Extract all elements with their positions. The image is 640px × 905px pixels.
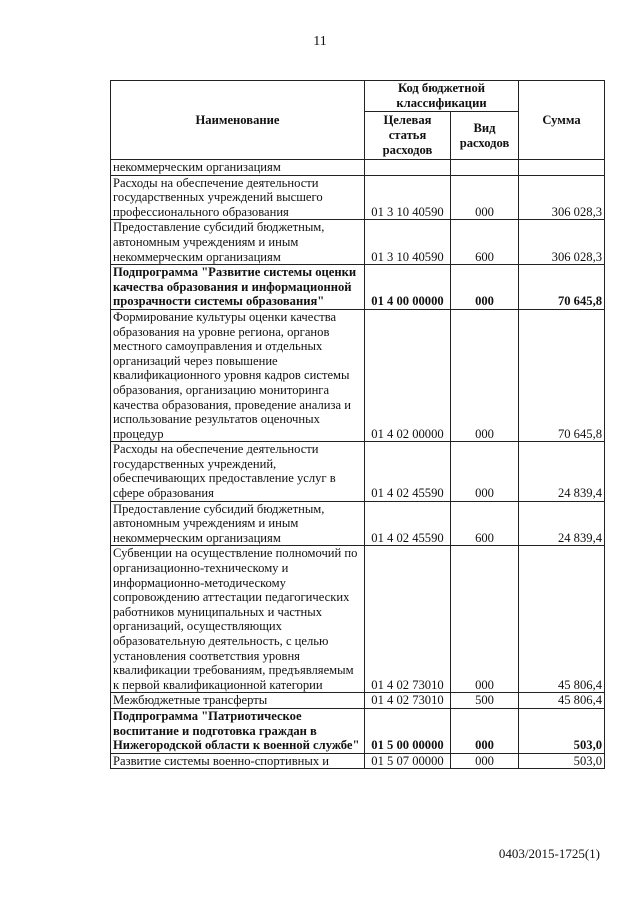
row-sum: 24 839,4 [519,442,605,501]
row-target-article: 01 4 02 45590 [365,501,451,546]
row-sum: 70 645,8 [519,309,605,441]
header-classification: Код бюджетной классификации [365,81,519,112]
table-body [111,160,605,769]
row-sum [519,160,605,176]
row-expense-kind: 000 [451,708,519,753]
row-name: Расходы на обеспечение деятельности государственных учреждений, обеспечивающих предоставление услуг в сфере образования [111,442,365,501]
header-target-article: Целевая статья расходов [365,112,451,160]
header-name: Наименование [111,81,365,160]
row-sum: 45 806,4 [519,546,605,693]
row-expense-kind [451,160,519,176]
row-target-article: 01 4 02 73010 [365,546,451,693]
row-name: Подпрограмма "Патриотическое воспитание и подготовка граждан в Нижегородской области к военной службе" [111,708,365,753]
header-expense-kind: Вид расходов [451,112,519,160]
row-name: Субвенции на осуществление полномочий по организационно-техническому и информационно-методическому сопровождению аттестации педагогических работников муниципальных и частных организаций, осуществляющих образовательную деятельность, с целью установления соответствия уровня квалификации требованиям, предъявляемым к первой квалификационной категории [111,546,365,693]
row-expense-kind: 000 [451,175,519,220]
row-target-article: 01 3 10 40590 [365,220,451,265]
header-sum: Сумма [519,81,605,160]
row-expense-kind: 000 [451,265,519,310]
table-row [111,160,605,176]
row-target-article: 01 4 02 73010 [365,693,451,709]
row-name: некоммерческим организациям [111,160,365,176]
row-target-article: 01 4 02 00000 [365,309,451,441]
row-target-article: 01 4 02 45590 [365,442,451,501]
page-number: 11 [313,34,327,49]
row-name: Межбюджетные трансферты [111,693,365,709]
table-row [111,693,605,709]
row-sum: 306 028,3 [519,220,605,265]
row-sum: 70 645,8 [519,265,605,310]
table-row [111,220,605,265]
row-target-article: 01 5 07 00000 [365,753,451,769]
row-name: Формирование культуры оценки качества образования на уровне региона, органов местного самоуправления и отдельных организаций через повышение квалификационного уровня кадров системы образования, организацию мониторинга качества образования, проведение анализа и использование результатов оценочных процедур [111,309,365,441]
table-row [111,442,605,501]
table-row [111,309,605,441]
row-expense-kind: 500 [451,693,519,709]
row-expense-kind: 000 [451,753,519,769]
row-expense-kind: 000 [451,546,519,693]
row-expense-kind: 000 [451,442,519,501]
table-row [111,753,605,769]
row-target-article: 01 3 10 40590 [365,175,451,220]
row-sum: 503,0 [519,753,605,769]
document-code: 0403/2015-1725(1) [498,846,600,861]
row-expense-kind: 000 [451,309,519,441]
row-sum: 503,0 [519,708,605,753]
row-expense-kind: 600 [451,501,519,546]
row-sum: 24 839,4 [519,501,605,546]
row-sum: 306 028,3 [519,175,605,220]
budget-table [110,80,605,769]
row-name: Предоставление субсидий бюджетным, автономным учреждениям и иным некоммерческим организациям [111,501,365,546]
table-row [111,265,605,310]
row-target-article: 01 5 00 00000 [365,708,451,753]
table-row [111,175,605,220]
row-sum: 45 806,4 [519,693,605,709]
row-expense-kind: 600 [451,220,519,265]
row-name: Развитие системы военно-спортивных и [111,753,365,769]
table-row [111,708,605,753]
row-target-article: 01 4 00 00000 [365,265,451,310]
table-row [111,546,605,693]
row-name: Подпрограмма "Развитие системы оценки качества образования и информационной прозрачности системы образования" [111,265,365,310]
row-name: Предоставление субсидий бюджетным, автономным учреждениям и иным некоммерческим организациям [111,220,365,265]
row-name: Расходы на обеспечение деятельности государственных учреждений высшего профессионального образования [111,175,365,220]
row-target-article [365,160,451,176]
table-row [111,501,605,546]
